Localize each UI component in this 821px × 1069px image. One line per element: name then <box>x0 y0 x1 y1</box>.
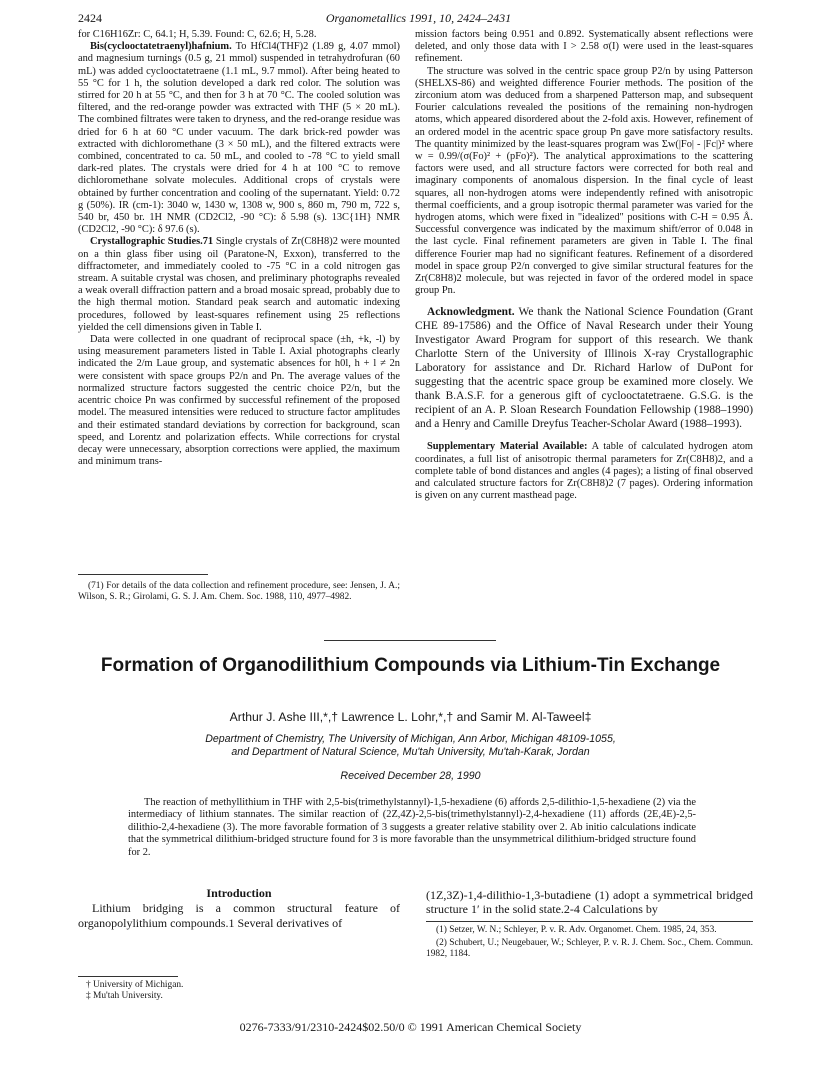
crystallographic-body: Single crystals of Zr(C8H8)2 were mounted on a thin glass fiber using oil (Paratone-N, Exxon), transferred to the diffractometer, and immediately cooled to -75 °C in a cold nitrogen gas stream. A suitable crystal was chosen, and preliminary photographs revealed a weak overall diffraction pattern and a broad mosaic spread, probably due to the high thermal motion. Standard peak search and automatic indexing procedures, followed by least-squares refinement using 25 reflections yielded the cell dimensions given in Table I. <box>78 236 400 333</box>
footnote-dagger: † University of Michigan. <box>86 980 184 990</box>
affiliation-footnotes <box>86 980 183 1002</box>
copyright-footer: 0276-7333/91/2310-2424$02.50/0 © 1991 American Chemical Society <box>239 1020 582 1034</box>
hafnium-body: To HfCl4(THF)2 (1.89 g, 4.07 mmol) and magnesium turnings (0.5 g, 21 mmol) suspended in tetrahydrofuran (60 mL) was added cyclooctatetraene (1.1 mL, 9.7 mmol). After being heated to 55 °C for 1 h, the solution developed a dark red color. The solution was stirred for 20 h at 55 °C, and then for 3 h at 70 °C. The cooled solution was filtered, and the red-orange powder was extracted with THF (5 × 20 mL). The combined filtrates were taken to dryness, and the red-orange residue was dried for 6 h at 60 °C under vacuum. The dark brick-red powder was extracted with dichloromethane (3 × 50 mL), and the filtered extracts were combined, concentrated to ca. 50 mL, and cooled to -78 °C to yield small dark-red plates. The crystals were dried for 4 h at 100 °C to remove dichloromethane solvate molecules. Additional crops of crystals were obtained by further concentration and cooling of the supernatant. Yield: 0.72 g (50%). IR (cm-1): 3040 w, 1430 w, 1308 w, 900 s, 860 m, 790 m, 722 s, 540 br, 450 br. 1H NMR (CD2Cl2, -90 °C): δ 5.98 (s). 13C{1H} NMR (CD2Cl2, -90 °C): δ 97.6 (s). <box>78 41 400 236</box>
structure-solution-paragraph: The structure was solved in the centric space group P2/n by using Patterson (SHELXS-86) and weighted difference Fourier methods. The position of the zirconium atom was deduced from a sharpened Patterson map, and subsequent Fourier calculations revealed the positions of the remaining non-hydrogen atoms, which appeared disordered about the 2-fold axis. However, refinement of an ordered model in the acentric space group Pn gave more satisfactory results. The quantity minimized by the least-squares program was Σw(|Fo| - |Fc|)² where w = 0.99/(σ(Fo)² + (pFo)²). The analytical approximations to the scattering factors were used, and all structure factors were corrected for both real and imaginary components of anomalous dispersion. In the final cycle of least squares, all non-hydrogen atoms were independently refined with anisotropic thermal coefficients, and a group isotropic thermal parameter was varied for the hydrogen atoms, which were fixed in "idealized" positions with C-H = 0.95 Å. Successful convergence was indicated by the maximum shift/error of 0.048 in the last cycle. Final refinement parameters are given in Table I. The final difference Fourier map had no significant features. Refinement of a disordered model in space group P2/n converged to give similar structural features for the Zr(C8H8)2 molecule, but was rejected in favor of the ordered model in space group Pn. <box>415 65 753 297</box>
journal-citation: Organometallics 1991, 10, 2424–2431 <box>325 11 512 25</box>
abstract <box>128 797 696 859</box>
acknowledgment-body: We thank the National Science Foundation (Grant CHE 89-17586) and the Office of Naval Research under their Young Investigator Award Program for support of this research. We thank Charlotte Stern of the University of Illinois X-ray Crystallographic Laboratory for assistance and Dr. Richard Harlow of DuPont for suggesting that the acentric space group be examined more closely. We thank B.A.S.F. for a generous gift of cyclooctatetraene. G.S.G. is the recipient of an A. P. Sloan Research Foundation Fellowship (1988–1990) and a Henry and Camille Dreyfus Teacher-Scholar Award (1988–1993). <box>415 306 753 431</box>
article-title: Formation of Organodilithium Compounds via Lithium-Tin Exchange <box>100 655 721 676</box>
acknowledgment-heading: Acknowledgment. <box>427 306 515 319</box>
affiliation-footnote-rule <box>78 976 178 977</box>
reference-2: (2) Schubert, U.; Neugebauer, W.; Schleyer, P. v. R. J. Chem. Soc., Chem. Commun. 1982, 1184. <box>426 938 753 959</box>
supplementary-paragraph <box>415 441 753 502</box>
right-column <box>415 29 753 502</box>
affiliation-1: Department of Chemistry, The University of Michigan, Ann Arbor, Michigan 48109-1055, <box>205 733 616 745</box>
introduction-heading: Introduction <box>206 886 272 900</box>
acknowledgment-paragraph <box>415 305 753 431</box>
supplementary-heading: Supplementary Material Available: <box>427 441 588 453</box>
crystallographic-heading: Crystallographic Studies.71 <box>90 236 214 248</box>
introduction-text-left: Lithium bridging is a common structural feature of organopolylithium compounds.1 Several derivatives of <box>78 901 400 930</box>
crystallographic-paragraph <box>78 236 400 334</box>
running-head <box>78 11 759 27</box>
left-column <box>78 29 400 468</box>
footnote-rule <box>78 574 208 575</box>
data-collection-paragraph: Data were collected in one quadrant of reciprocal space (±h, +k, -l) by using measurement parameters listed in Table I. Axial photographs clearly indicated the 2/m Laue group, and systematic absences for h0l, h + l ≠ 2n were consistent with space groups P2/n and Pn. The average values of the normalized structure factors suggested the centric choice P2/n, but the acentric choice Pn was confirmed by successful refinement of the proposed model. The measured intensities were reduced to structure factor amplitudes and their estimated standard deviations by correction for background, scan speed, and Lorentz and polarization effects. While corrections for crystal decay were unnecessary, absorption corrections were applied, the maximum and minimum trans- <box>78 334 400 468</box>
article-affiliations <box>100 733 721 759</box>
received-date: Received December 28, 1990 <box>340 770 481 782</box>
footnote-71-text: (71) For details of the data collection and refinement procedure, see: Jensen, J. A.; Wilson, S. R.; Girolami, G. S. J. Am. Chem. Soc. 1988, 110, 4977–4982. <box>78 581 400 602</box>
references <box>426 925 753 962</box>
introduction-text-right: (1Z,3Z)-1,4-dilithio-1,3-butadiene (1) adopt a symmetrical bridged structure 1′ in the solid state.2-4 Calculations by <box>426 888 753 917</box>
supplementary-body: A table of calculated hydrogen atom coordinates, a full list of anisotropic thermal parameters for Zr(C8H8)2, and a complete table of bond distances and angles (4 pages); a listing of final observed and calculated structure factors for Zr(C8H8)2 (7 pages). Ordering information is given on any current masthead page. <box>415 441 753 502</box>
introduction-right <box>426 888 753 917</box>
introduction-left <box>78 886 400 930</box>
page-number: 2424 <box>78 11 102 25</box>
footnote-71 <box>78 581 400 603</box>
elemental-analysis: for C16H16Zr: C, 64.1; H, 5.39. Found: C, 62.6; H, 5.28. <box>78 29 317 40</box>
hafnium-heading: Bis(cyclooctatetraenyl)hafnium. <box>90 41 232 53</box>
references-rule <box>426 921 753 922</box>
transmission-paragraph: mission factors being 0.951 and 0.892. Systematically absent reflections were deleted, and only those data with I > 2.58 σ(I) were used in the least-squares refinement. <box>415 29 753 65</box>
reference-1: (1) Setzer, W. N.; Schleyer, P. v. R. Adv. Organomet. Chem. 1985, 24, 353. <box>436 925 717 935</box>
abstract-text: The reaction of methyllithium in THF with 2,5-bis(trimethylstannyl)-1,5-hexadiene (6) affords 2,5-dilithio-1,5-hexadiene (2) via the intermediacy of lithium stannates. The similar reaction of (2Z,4Z)-2,5-bis(trimethylstannyl)-2,4-hexadiene (11) affords (2E,4E)-2,5-dilithio-2,4-hexadiene (3). The more favorable formation of 3 suggests a greater relative stability over 2. Ab initio calculations indicate that the symmetrical dilithium-bridged structure found for 3 is more favorable than the unsymmetrical dilithium-bridged structure found for 2. <box>128 797 696 858</box>
hafnium-synthesis-paragraph <box>78 41 400 236</box>
article-authors: Arthur J. Ashe III,*,† Lawrence L. Lohr,*,† and Samir M. Al-Taweel‡ <box>229 710 592 724</box>
footnote-double-dagger: ‡ Mu'tah University. <box>86 991 163 1001</box>
article-separator <box>324 640 496 641</box>
affiliation-2: and Department of Natural Science, Mu'tah University, Mu'tah-Karak, Jordan <box>231 746 590 758</box>
